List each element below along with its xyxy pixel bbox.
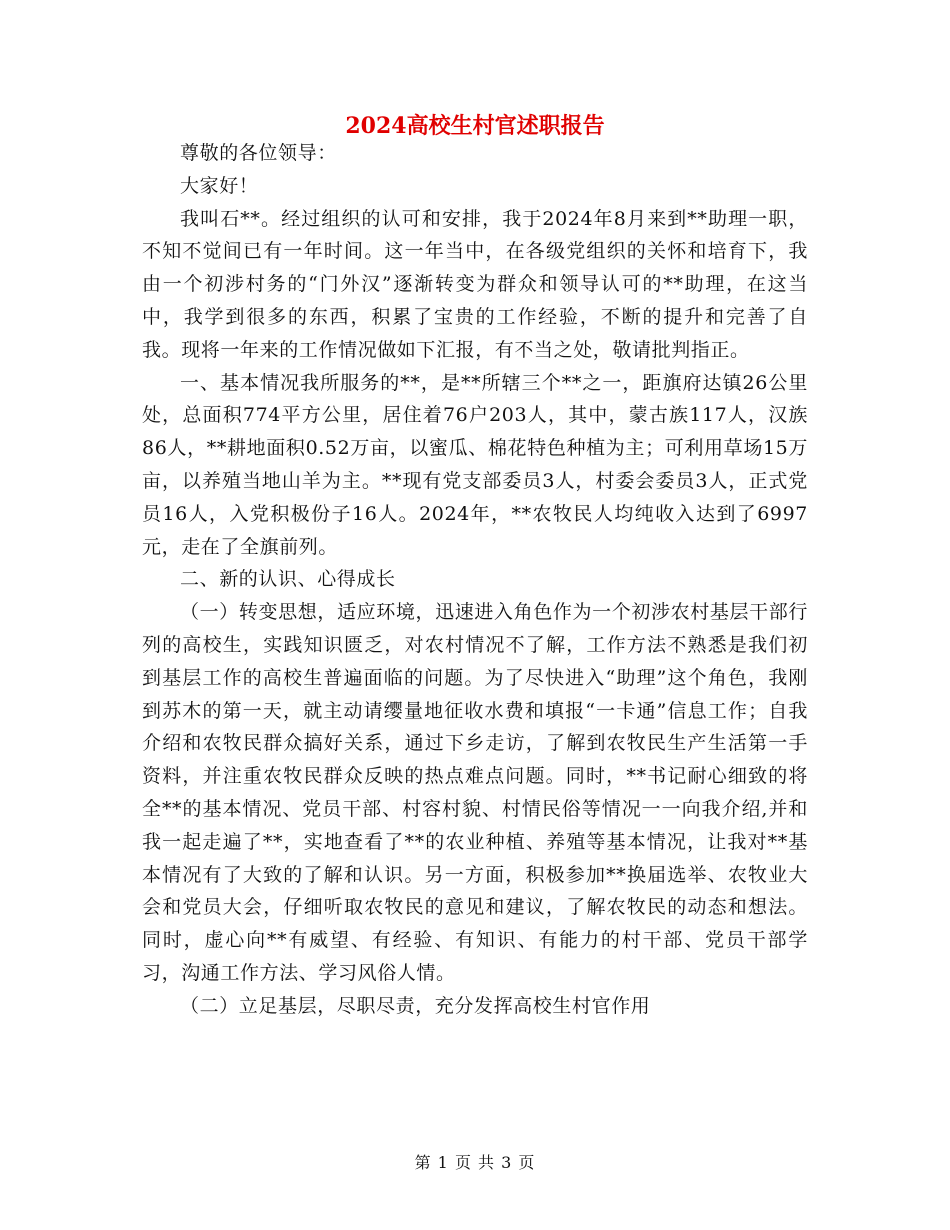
salutation: 尊敬的各位领导： (180, 142, 337, 164)
page-footer: 第 1 页 共 3 页 (414, 1153, 536, 1172)
paragraph-basic-info: 一、基本情况我所服务的**，是**所辖三个**之一，距旗府达镇26公里处，总面积774平方公里，居住着76户203人，其中，蒙古族117人，汉族86人，**耕地面积0.52万亩，以蜜瓜、棉花特色种植为主；可利用草场15万亩，以养殖当地山羊为主。**现有党支部委员3人，村委会委员3人，正式党员16人，入党积极份子16人。2024年，**农牧民人均纯收入达到了6997元，走在了全旗前列。 (142, 371, 808, 558)
document-title: 2024高校生村官述职报告 (345, 113, 605, 139)
subsection-heading-2: （二）立足基层，尽职尽责，充分发挥高校生村官作用 (180, 994, 651, 1017)
greeting: 大家好！ (180, 174, 259, 197)
paragraph-intro: 我叫石**。经过组织的认可和安排，我于2024年8月来到**助理一职，不知不觉间已有一年时间。这一年当中，在各级党组织的关怀和培育下，我由一个初涉村务的“门外汉”逐渐转变为群众和领导认可的**助理，在这当中，我学到很多的东西，积累了宝贵的工作经验，不断的提升和完善了自我。现将一年来的工作情况做如下汇报，有不当之处，敬请批判指正。 (142, 207, 808, 361)
document-body (142, 137, 808, 1023)
section-heading-2: 二、新的认识、心得成长 (180, 568, 396, 591)
paragraph-subsection-1: （一）转变思想，适应环境，迅速进入角色作为一个初涉农村基层干部行列的高校生，实践知识匮乏，对农村情况不了解，工作方法不熟悉是我们初到基层工作的高校生普遍面临的问题。为了尽快进入“助理”这个角色，我刚到苏木的第一天，就主动请缨量地征收水费和填报“一卡通”信息工作；自我介绍和农牧民群众搞好关系，通过下乡走访，了解到农牧民生产生活第一手资料，并注重农牧民群众反映的热点难点问题。同时，**书记耐心细致的将全**的基本情况、党员干部、村容村貌、村情民俗等情况一一向我介绍,并和我一起走遍了**，实地查看了**的农业种植、养殖等基本情况，让我对**基本情况有了大致的了解和认识。另一方面，积极参加**换届选举、农牧业大会和党员大会，仔细听取农牧民的意见和建议，了解农牧民的动态和想法。同时，虚心向**有威望、有经验、有知识、有能力的村干部、党员干部学习，沟通工作方法、学习风俗人情。 (142, 601, 808, 984)
